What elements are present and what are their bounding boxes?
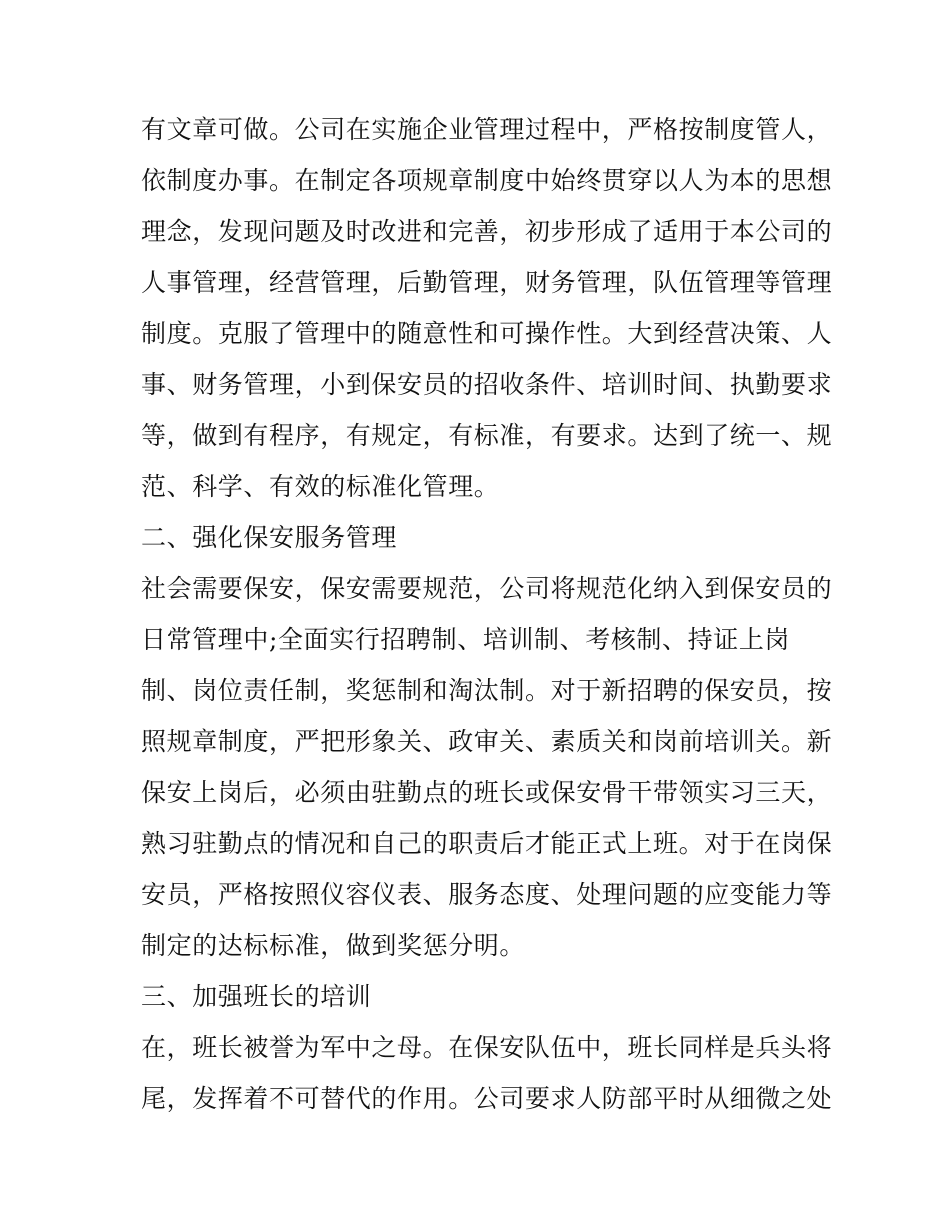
text-line: 照规章制度，严把形象关、政审关、素质关和岗前培训关。新 [141, 727, 833, 756]
text-line: 等，做到有程序，有规定，有标准，有要求。达到了统一、规 [141, 421, 833, 450]
text-line: 人事管理，经营管理，后勤管理，财务管理，队伍管理等管理 [141, 268, 833, 297]
text-line: 安员，严格按照仪容仪表、服务态度、处理问题的应变能力等 [141, 880, 833, 909]
text-line: 社会需要保安，保安需要规范，公司将规范化纳入到保安员的 [141, 574, 833, 603]
text-line: 范、科学、有效的标准化管理。 [141, 472, 500, 501]
text-line: 日常管理中;全面实行招聘制、培训制、考核制、持证上岗 [141, 625, 791, 654]
text-line: 制定的达标标准，做到奖惩分明。 [141, 931, 526, 960]
section-heading: 二、强化保安服务管理 [141, 523, 398, 552]
text-line: 保安上岗后，必须由驻勤点的班长或保安骨干带领实习三天， [141, 778, 833, 807]
text-line: 事、财务管理，小到保安员的招收条件、培训时间、执勤要求 [141, 370, 833, 399]
text-line: 制、岗位责任制，奖惩制和淘汰制。对于新招聘的保安员，按 [141, 676, 833, 705]
text-line: 制度。克服了管理中的随意性和可操作性。大到经营决策、人 [141, 319, 833, 348]
section-heading: 三、加强班长的培训 [141, 982, 372, 1011]
document-body [141, 104, 833, 1124]
text-line: 在，班长被誉为军中之母。在保安队伍中，班长同样是兵头将 [141, 1033, 833, 1062]
text-line: 理念，发现问题及时改进和完善，初步形成了适用于本公司的 [141, 217, 833, 246]
text-line: 有文章可做。公司在实施企业管理过程中，严格按制度管人， [141, 115, 833, 144]
text-line: 熟习驻勤点的情况和自己的职责后才能正式上班。对于在岗保 [141, 829, 833, 858]
text-line: 尾，发挥着不可替代的作用。公司要求人防部平时从细微之处 [141, 1084, 833, 1113]
text-line: 依制度办事。在制定各项规章制度中始终贯穿以人为本的思想 [141, 166, 833, 195]
